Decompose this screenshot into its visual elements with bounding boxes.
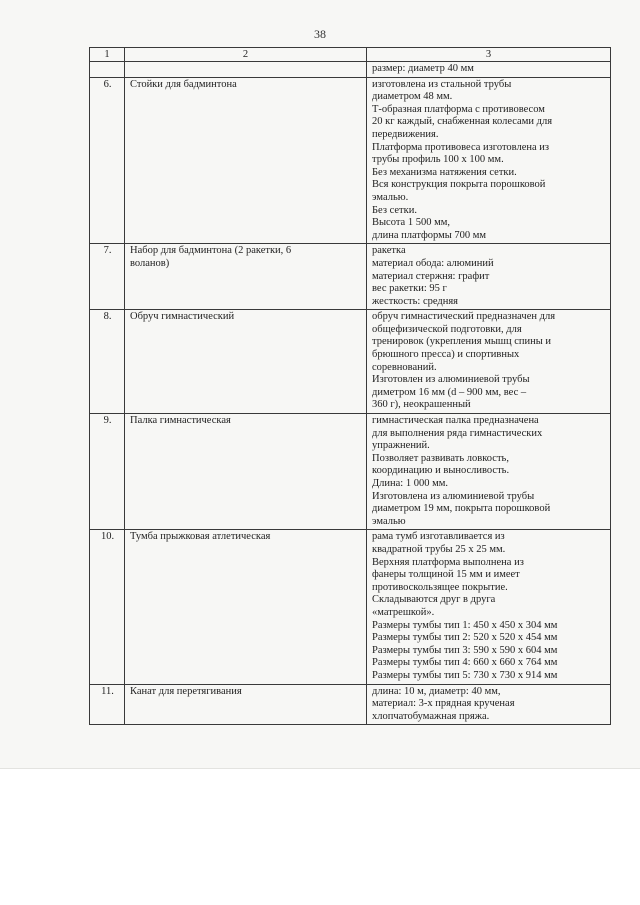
- item-description-cell: гимнастическая палка предназначена для выполнения ряда гимнастических упражнений. Позволяет развивать ловкость, координацию и выносливость. Длина: 1 000 мм. Изготовлена из алюминиевой трубы диаметром 19 мм, покрыта порошковой эмалью: [367, 414, 611, 530]
- table-row: [90, 684, 611, 725]
- item-description-cell: изготовлена из стальной трубы диаметром 48 мм. Т-образная платформа с противовесом 20 кг каждый, снабженная колесами для передвижения. Платформа противовеса изготовлена из трубы профиль 100 х 100 мм. Без механизма натяжения сетки. Вся конструкция покрыта порошковой эмалью. Без сетки. Высота 1 500 мм, длина платформы 700 мм: [367, 77, 611, 244]
- page-number: 38: [314, 27, 326, 41]
- item-name-cell: [125, 62, 367, 78]
- table-row-continuation: [90, 62, 611, 78]
- row-number-cell: 11.: [90, 684, 125, 725]
- item-name-cell: Тумба прыжковая атлетическая: [125, 530, 367, 684]
- table-header-row: [90, 48, 611, 62]
- item-name-cell: Обруч гимнастический: [125, 310, 367, 414]
- item-name-cell: Канат для перетягивания: [125, 684, 367, 725]
- item-description-cell: рама тумб изготавливается из квадратной трубы 25 х 25 мм. Верхняя платформа выполнена из фанеры толщиной 15 мм и имеет противоскользящее покрытие. Складываются друг в друга «матрешкой». Размеры тумбы тип 1: 450 х 450 х 304 мм Размеры тумбы тип 2: 520 х 520 х 454 мм Размеры тумбы тип 3: 590 х 590 х 604 мм Размеры тумбы тип 4: 660 х 660 х 764 мм Размеры тумбы тип 5: 730 х 730 х 914 мм: [367, 530, 611, 684]
- header-col-1: 1: [90, 48, 125, 62]
- row-number-cell: 9.: [90, 414, 125, 530]
- equipment-spec-table: [89, 47, 611, 725]
- item-name-cell: Стойки для бадминтона: [125, 77, 367, 244]
- row-number-cell: 10.: [90, 530, 125, 684]
- item-description-cell: размер: диаметр 40 мм: [367, 62, 611, 78]
- item-name-cell: Палка гимнастическая: [125, 414, 367, 530]
- header-col-2: 2: [125, 48, 367, 62]
- table-row: [90, 244, 611, 310]
- header-col-3: 3: [367, 48, 611, 62]
- item-name-cell: Набор для бадминтона (2 ракетки, 6 воланов): [125, 244, 367, 310]
- item-description-cell: ракетка материал обода: алюминий материал стержня: графит вес ракетки: 95 г жесткость: средняя: [367, 244, 611, 310]
- item-description-cell: обруч гимнастический предназначен для общефизической подготовки, для тренировок (укрепления мышц спины и брюшного пресса) и спортивных соревнований. Изготовлен из алюминиевой трубы диметром 16 мм (d – 900 мм, вес – 360 г), неокрашенный: [367, 310, 611, 414]
- row-number-cell: [90, 62, 125, 78]
- row-number-cell: 7.: [90, 244, 125, 310]
- row-number-cell: 8.: [90, 310, 125, 414]
- item-description-cell: длина: 10 м, диаметр: 40 мм, материал: 3-х прядная крученая хлопчатобумажная пряжа.: [367, 684, 611, 725]
- table-row: [90, 310, 611, 414]
- table-row: [90, 77, 611, 244]
- table-row: [90, 414, 611, 530]
- table-row: [90, 530, 611, 684]
- row-number-cell: 6.: [90, 77, 125, 244]
